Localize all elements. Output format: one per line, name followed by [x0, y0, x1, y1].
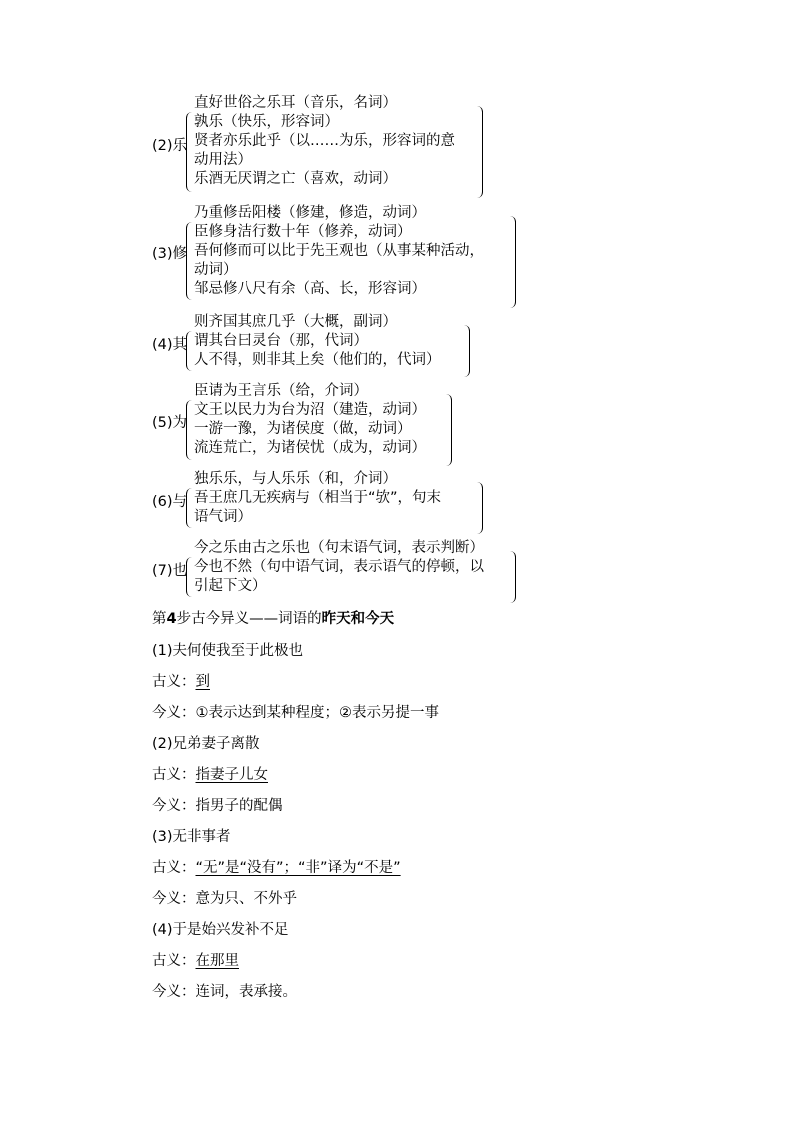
usage-line: 动用法） — [194, 152, 252, 168]
usage-line: 直好世俗之乐耳（音乐，名词） — [194, 95, 397, 111]
left-brace — [186, 557, 192, 597]
modern-meaning — [152, 889, 297, 909]
right-brace — [510, 551, 516, 603]
ancient-label: 古义： — [152, 860, 196, 876]
ancient-label: 古义： — [152, 953, 196, 969]
modern-label: 今义： — [152, 984, 196, 1000]
usage-line: 一游一豫，为诸侯度（做，动词） — [194, 421, 412, 437]
group-label: (7)也 — [152, 563, 188, 579]
group-label: (2)乐 — [152, 138, 188, 154]
left-brace — [186, 112, 192, 192]
ancient-label: 古义： — [152, 767, 196, 783]
group-label: (3)修 — [152, 246, 188, 262]
usage-line: 则齐国其庶几乎（大概，副词） — [194, 314, 397, 330]
usage-line: 流连荒亡，为诸侯忧（成为，动词） — [194, 440, 426, 456]
ancient-meaning — [152, 951, 239, 971]
usage-line: 邹忌修八尺有余（高、长，形容词） — [194, 281, 426, 297]
group-label: (5)为 — [152, 415, 188, 431]
modern-meaning — [152, 796, 283, 816]
left-brace — [186, 400, 192, 460]
usage-line: 动词） — [194, 262, 238, 278]
modern-meaning-text: ①表示达到某种程度；②表示另提一事 — [195, 705, 439, 721]
usage-line: 孰乐（快乐，形容词） — [194, 114, 339, 130]
modern-meaning-text: 意为只、不外乎 — [195, 891, 297, 907]
group-label: (4)其 — [152, 337, 188, 353]
usage-line: 吾王庶几无疾病与（相当于“欤”，句末 — [194, 490, 442, 506]
modern-meaning-text: 连词，表承接。 — [195, 984, 297, 1000]
left-brace — [186, 331, 192, 371]
right-brace — [477, 106, 483, 198]
heading-step-number: 4 — [166, 611, 177, 627]
right-brace — [477, 482, 483, 534]
item-sentence: (4)于是始兴发补不足 — [152, 922, 289, 938]
ancient-meaning — [152, 765, 268, 785]
ancient-meaning — [152, 858, 401, 878]
left-brace — [186, 488, 192, 528]
section-heading — [152, 609, 394, 629]
usage-line: 臣修身洁行数十年（修养，动词） — [194, 224, 412, 240]
usage-line: 臣请为王言乐（给，介词） — [194, 383, 368, 399]
modern-label: 今义： — [152, 705, 196, 721]
item-sentence: (3)无非事者 — [152, 829, 231, 845]
item-sentence: (1)夫何使我至于此极也 — [152, 643, 304, 659]
right-brace — [464, 325, 470, 377]
right-brace — [446, 394, 452, 466]
usage-line: 引起下文） — [194, 578, 267, 594]
group-label: (6)与 — [152, 494, 188, 510]
usage-line: 人不得，则非其上矣（他们的，代词） — [194, 352, 441, 368]
usage-line: 今也不然（句中语气词，表示语气的停顿，以 — [194, 559, 484, 575]
item-sentence: (2)兄弟妻子离散 — [152, 736, 260, 752]
usage-line: 乃重修岳阳楼（修建，修造，动词） — [194, 205, 426, 221]
usage-line: 贤者亦乐此乎（以……为乐，形容词的意 — [194, 133, 455, 149]
usage-line: 吾何修而可以比于先王观也（从事某种活动， — [194, 243, 484, 259]
ancient-meaning-answer: “无”是“没有”；“非”译为“不是” — [195, 860, 401, 876]
usage-line: 乐酒无厌谓之亡（喜欢，动词） — [194, 171, 397, 187]
heading-title: 步古今异义——词语的 — [176, 611, 322, 627]
usage-line: 语气词） — [194, 509, 252, 525]
modern-meaning — [152, 982, 297, 1002]
left-brace — [186, 222, 192, 300]
heading-prefix: 第 — [152, 611, 167, 627]
ancient-meaning-answer: 指妻子儿女 — [195, 767, 268, 783]
modern-meaning — [152, 703, 439, 723]
modern-label: 今义： — [152, 891, 196, 907]
usage-line: 文王以民力为台为沼（建造，动词） — [194, 402, 426, 418]
right-brace — [510, 216, 516, 308]
usage-line: 谓其台曰灵台（那，代词） — [194, 333, 368, 349]
heading-title-bold: 昨天和今天 — [321, 611, 395, 627]
modern-label: 今义： — [152, 798, 196, 814]
modern-meaning-text: 指男子的配偶 — [195, 798, 283, 814]
ancient-meaning — [152, 672, 210, 692]
usage-line: 独乐乐，与人乐乐（和，介词） — [194, 471, 397, 487]
ancient-meaning-answer: 到 — [195, 674, 210, 690]
ancient-label: 古义： — [152, 674, 196, 690]
ancient-meaning-answer: 在那里 — [195, 953, 239, 969]
usage-line: 今之乐由古之乐也（句末语气词，表示判断） — [194, 540, 484, 556]
